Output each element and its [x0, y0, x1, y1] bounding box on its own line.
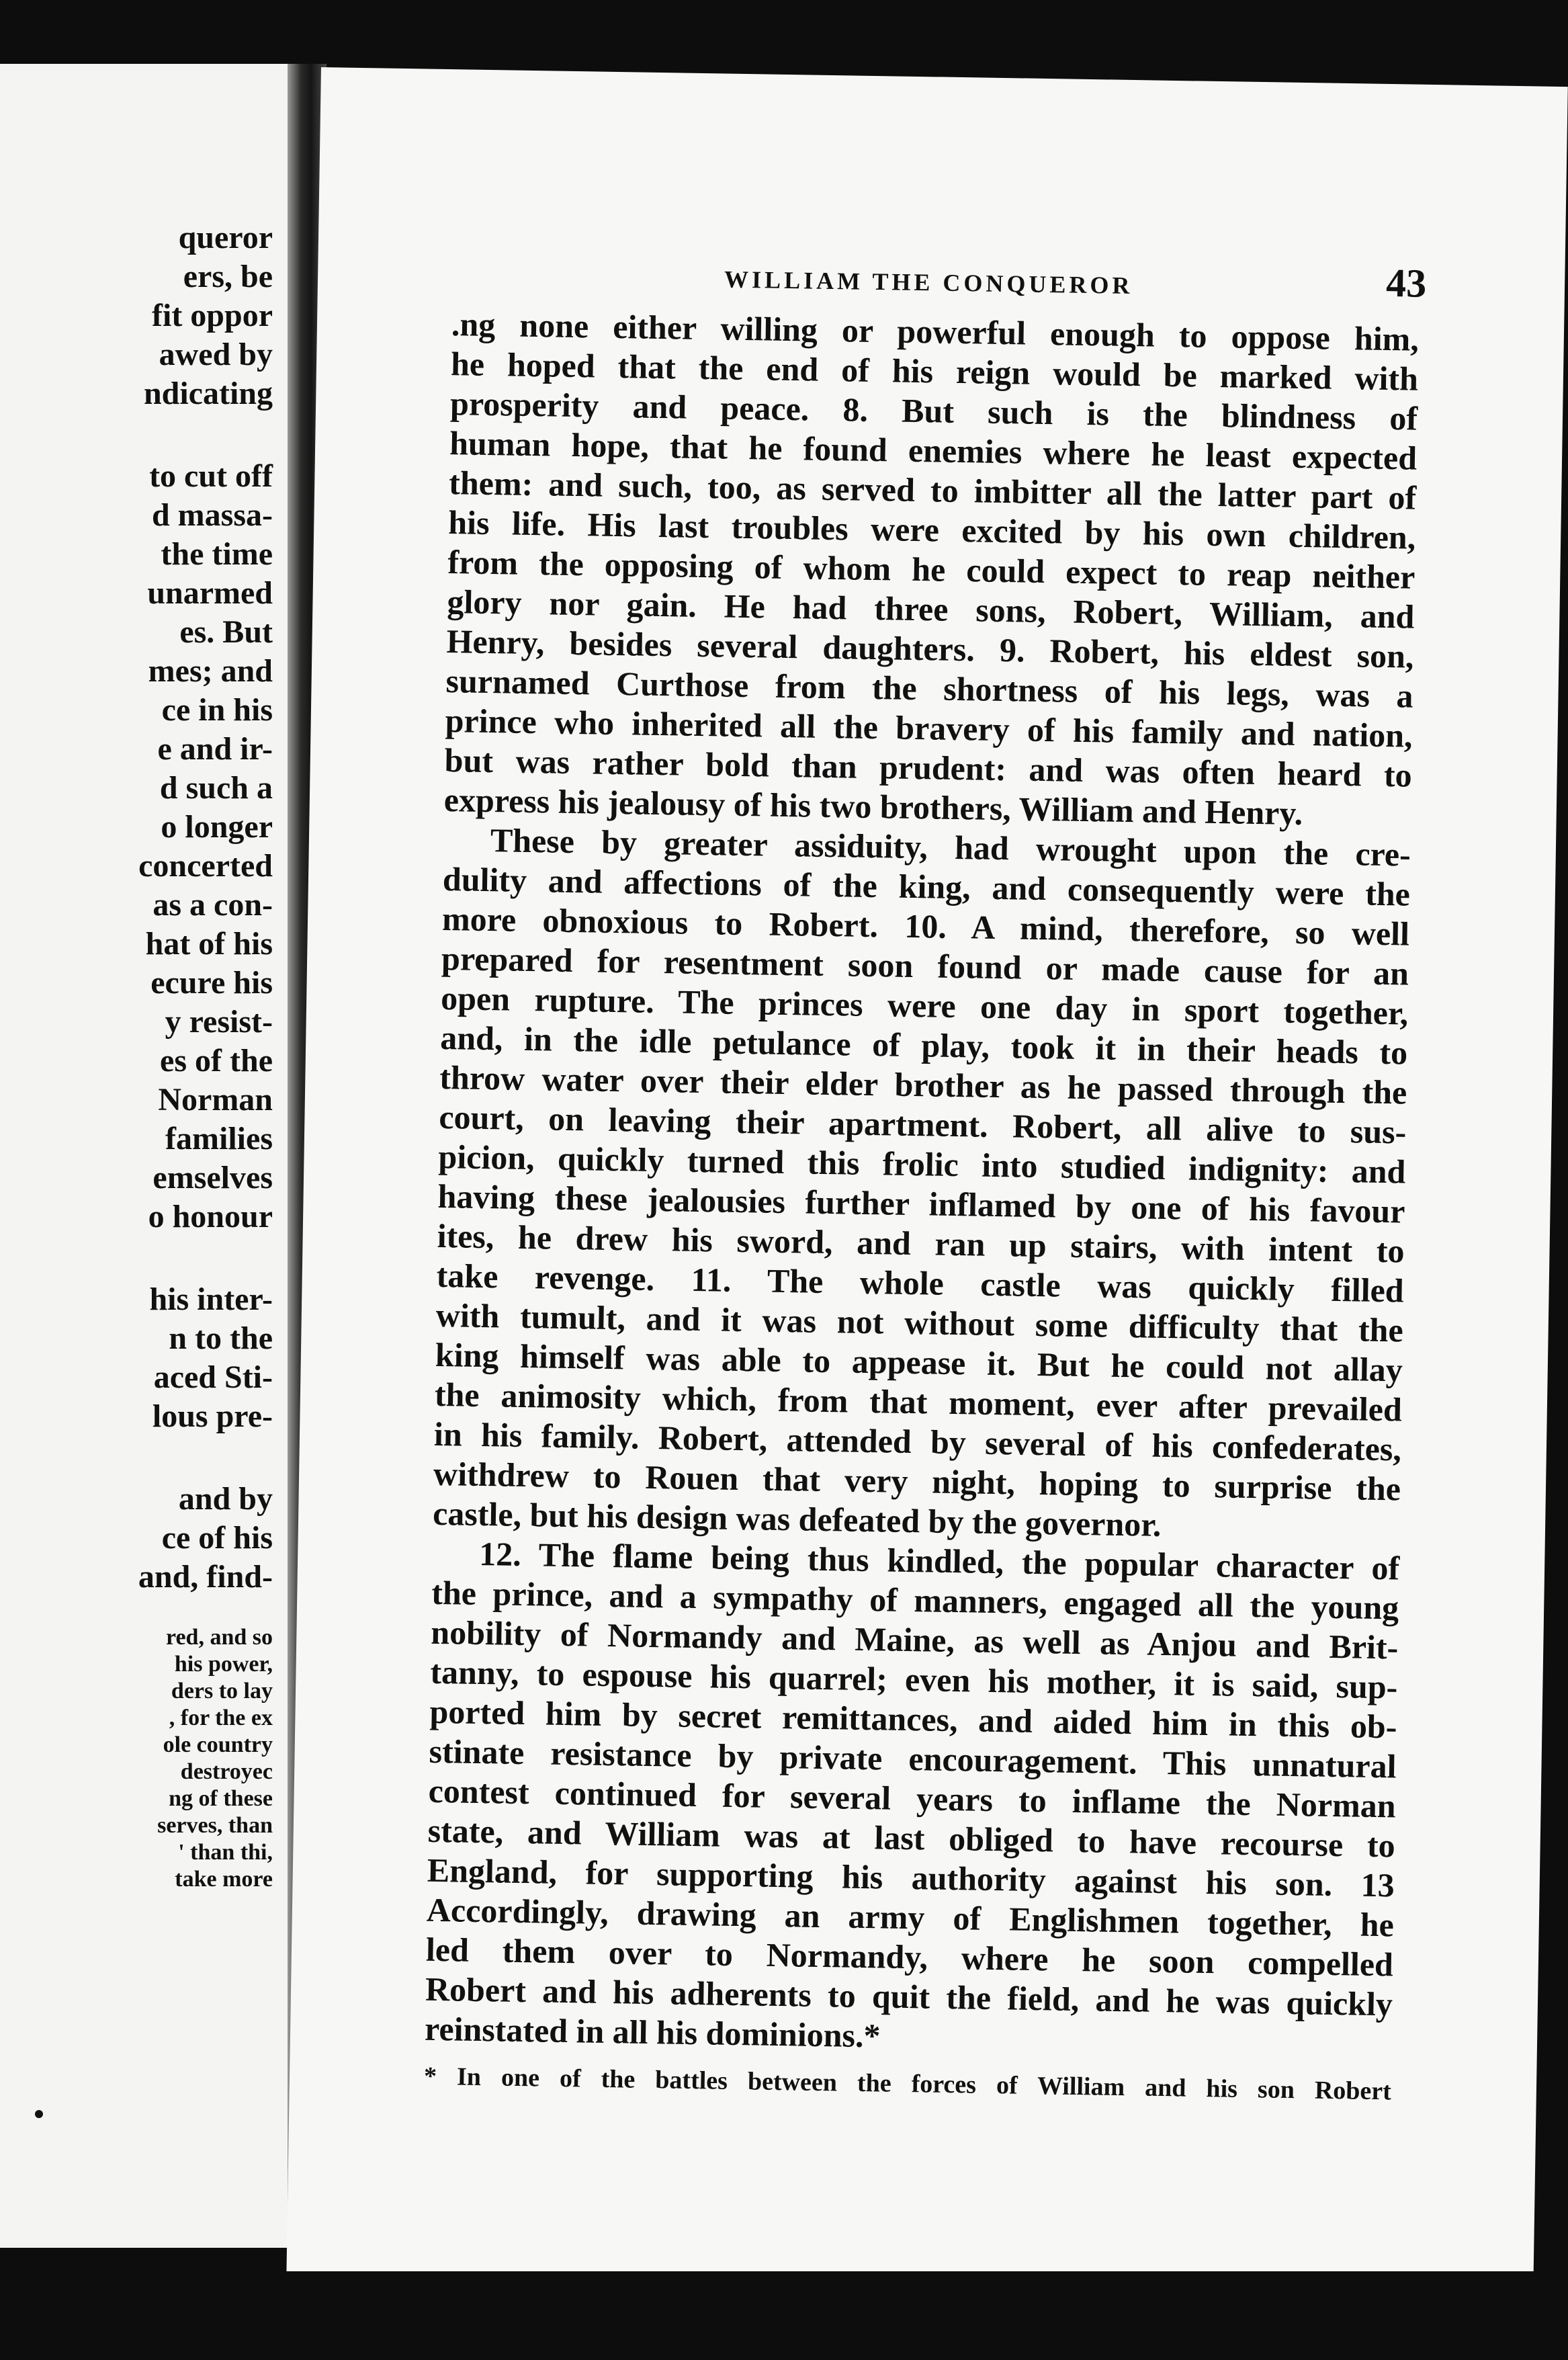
left-page-note-line: his power, — [174, 1652, 273, 1677]
text-line: These by greater assiduity, had wrought upon the cre- — [490, 821, 1411, 874]
text-line: the prince, and a sympathy of manners, engaged all the young — [431, 1573, 1399, 1627]
left-page-line: ce in his — [161, 692, 273, 728]
text-line: Accordingly, drawing an army of Englishmen together, he — [426, 1890, 1395, 1944]
left-page-line: queror — [178, 220, 273, 255]
left-page-line: to cut off — [149, 458, 273, 494]
text-line: castle, but his design was defeated by the governor. — [432, 1494, 1162, 1544]
footnote: * In one of the battles between the forces of William and his son Robert — [423, 2062, 1392, 2106]
text-line: having these jealousies further inflamed by one of his favour — [437, 1177, 1405, 1230]
text-line: stinate resistance by private encouragement. This unnatural — [429, 1732, 1397, 1785]
left-page-line: concerted — [138, 848, 273, 884]
left-page-line: unarmed — [147, 575, 273, 611]
left-page-note-line: red, and so — [165, 1625, 273, 1650]
text-line: prosperity and peace. 8. But such is the blindness of — [449, 384, 1418, 437]
left-page-line: es of the — [160, 1043, 273, 1079]
text-line: Robert and his adherents to quit the field, and he was quickly — [425, 1970, 1393, 2023]
text-line: 12. The flame being thus kindled, the popular character of — [478, 1534, 1400, 1587]
left-page-line: and, find- — [138, 1559, 273, 1595]
text-line: led them over to Normandy, where he soon compelled — [425, 1930, 1394, 1984]
left-page-line: o longer — [161, 809, 273, 845]
text-line: .ng none either willing or powerful enough to oppose him, — [451, 305, 1420, 358]
left-page-line: n to the — [169, 1320, 273, 1356]
text-line: take revenge. 11. The whole castle was quickly filled — [436, 1256, 1405, 1310]
left-page-line: fit oppor — [152, 298, 273, 333]
left-page-line: awed by — [159, 337, 273, 372]
left-page-note-line: ng of these — [169, 1786, 273, 1811]
text-line: glory nor gain. He had three sons, Robert, William, and — [447, 583, 1415, 636]
text-line: prepared for resentment soon found or made cause for an — [441, 939, 1409, 993]
left-page-note-line: take more — [175, 1867, 273, 1892]
text-line: state, and William was at last obliged to have recourse to — [427, 1811, 1396, 1865]
left-page-note-line: ders to lay — [171, 1679, 273, 1703]
text-line: with tumult, and it was not without some difficulty that the — [435, 1296, 1404, 1349]
left-page-line: ce of his — [161, 1520, 273, 1556]
left-page-note-line: ' than thi, — [178, 1840, 273, 1865]
page-number: 43 — [1385, 260, 1427, 306]
text-line: ites, he drew his sword, and ran up stairs, with intent to — [437, 1216, 1405, 1270]
text-line: open rupture. The princes were one day in sport together, — [440, 978, 1409, 1032]
left-page-note-line: , for the ex — [169, 1705, 273, 1730]
text-line: Henry, besides several daughters. 9. Robert, his eldest son, — [446, 622, 1414, 675]
left-page-line: as a con- — [153, 887, 273, 923]
text-line: withdrew to Rouen that very night, hoping to surprise the — [433, 1454, 1401, 1508]
left-page-line: the time — [161, 536, 273, 572]
text-line: his life. His last troubles were excited by his own children, — [447, 503, 1416, 556]
left-page-line: mes; and — [148, 653, 273, 689]
left-page-line: ndicating — [143, 376, 273, 411]
book-page — [286, 67, 1567, 2298]
left-page-line: ers, be — [183, 259, 273, 294]
ink-dot — [35, 2110, 43, 2118]
left-page-line: e and ir- — [157, 731, 273, 767]
left-page-line: families — [165, 1121, 273, 1156]
text-line: contest continued for several years to inflame the Norman — [428, 1771, 1396, 1825]
text-line: king himself was able to appease it. But he could not allay — [435, 1335, 1403, 1389]
left-page-note-line: serves, than — [157, 1813, 273, 1838]
left-page-line: ecure his — [150, 965, 273, 1001]
left-page-line: lous pre- — [152, 1398, 273, 1434]
text-line: reinstated in all his dominions.* — [424, 2009, 881, 2055]
text-line: more obnoxious to Robert. 10. A mind, therefore, so well — [441, 899, 1410, 953]
text-line: England, for supporting his authority against his son. 13 — [427, 1851, 1395, 1904]
left-page-line: hat of his — [145, 926, 273, 962]
running-head: WILLIAM THE CONQUEROR — [724, 265, 1133, 300]
text-line: tanny, to espouse his quarrel; even his mother, it is said, sup- — [430, 1652, 1398, 1706]
text-line: them: and such, too, as served to imbitter all the latter part of — [448, 464, 1417, 517]
text-line: prince who inherited all the bravery of his family and nation, — [445, 702, 1413, 755]
left-page-fragment — [0, 64, 288, 2248]
left-page-line: es. But — [179, 614, 273, 650]
text-line: but was rather bold than prudent: and was often heard to — [444, 741, 1413, 794]
text-line: picion, quickly turned this frolic into studied indignity: and — [438, 1137, 1406, 1191]
left-page-line: aced Sti- — [153, 1359, 273, 1395]
text-line: surnamed Curthose from the shortness of his legs, was a — [445, 662, 1413, 715]
left-page-line: o honour — [148, 1199, 273, 1234]
text-line: human hope, that he found enemies where he least expected — [449, 424, 1418, 477]
left-page-line: and by — [178, 1481, 273, 1517]
text-line: and, in the idle petulance of play, took it in their heads to — [439, 1018, 1408, 1072]
left-page-note-line: destroyec — [180, 1759, 273, 1784]
left-page-line: his inter- — [149, 1281, 273, 1317]
text-line: in his family. Robert, attended by several of his confederates, — [433, 1415, 1402, 1468]
scan-border — [0, 2271, 1568, 2360]
text-line: he hoped that the end of his reign would be marked with — [450, 345, 1419, 398]
left-page-line: d massa- — [151, 497, 273, 533]
left-page-line: Norman — [158, 1082, 273, 1118]
text-line: ported him by secret remittances, and aided him in this ob- — [429, 1692, 1397, 1746]
text-line: dulity and affections of the king, and consequently were the — [442, 859, 1411, 913]
text-line: court, on leaving their apartment. Robert, all alive to sus- — [439, 1097, 1407, 1151]
body-text — [425, 304, 1420, 2064]
left-page-line: y resist- — [165, 1004, 273, 1040]
left-page-line: d such a — [159, 770, 273, 806]
text-line: express his jealousy of his two brothers, William and Henry. — [443, 781, 1303, 833]
text-line: the animosity which, from that moment, ever after prevailed — [434, 1375, 1403, 1429]
text-line: throw water over their elder brother as he passed through the — [439, 1058, 1407, 1111]
left-page-line: emselves — [153, 1160, 273, 1195]
left-page-note-line: ole country — [163, 1732, 273, 1757]
text-line: nobility of Normandy and Maine, as well as Anjou and Brit- — [431, 1613, 1399, 1667]
text-line: from the opposing of whom he could expect to reap neither — [447, 543, 1415, 596]
